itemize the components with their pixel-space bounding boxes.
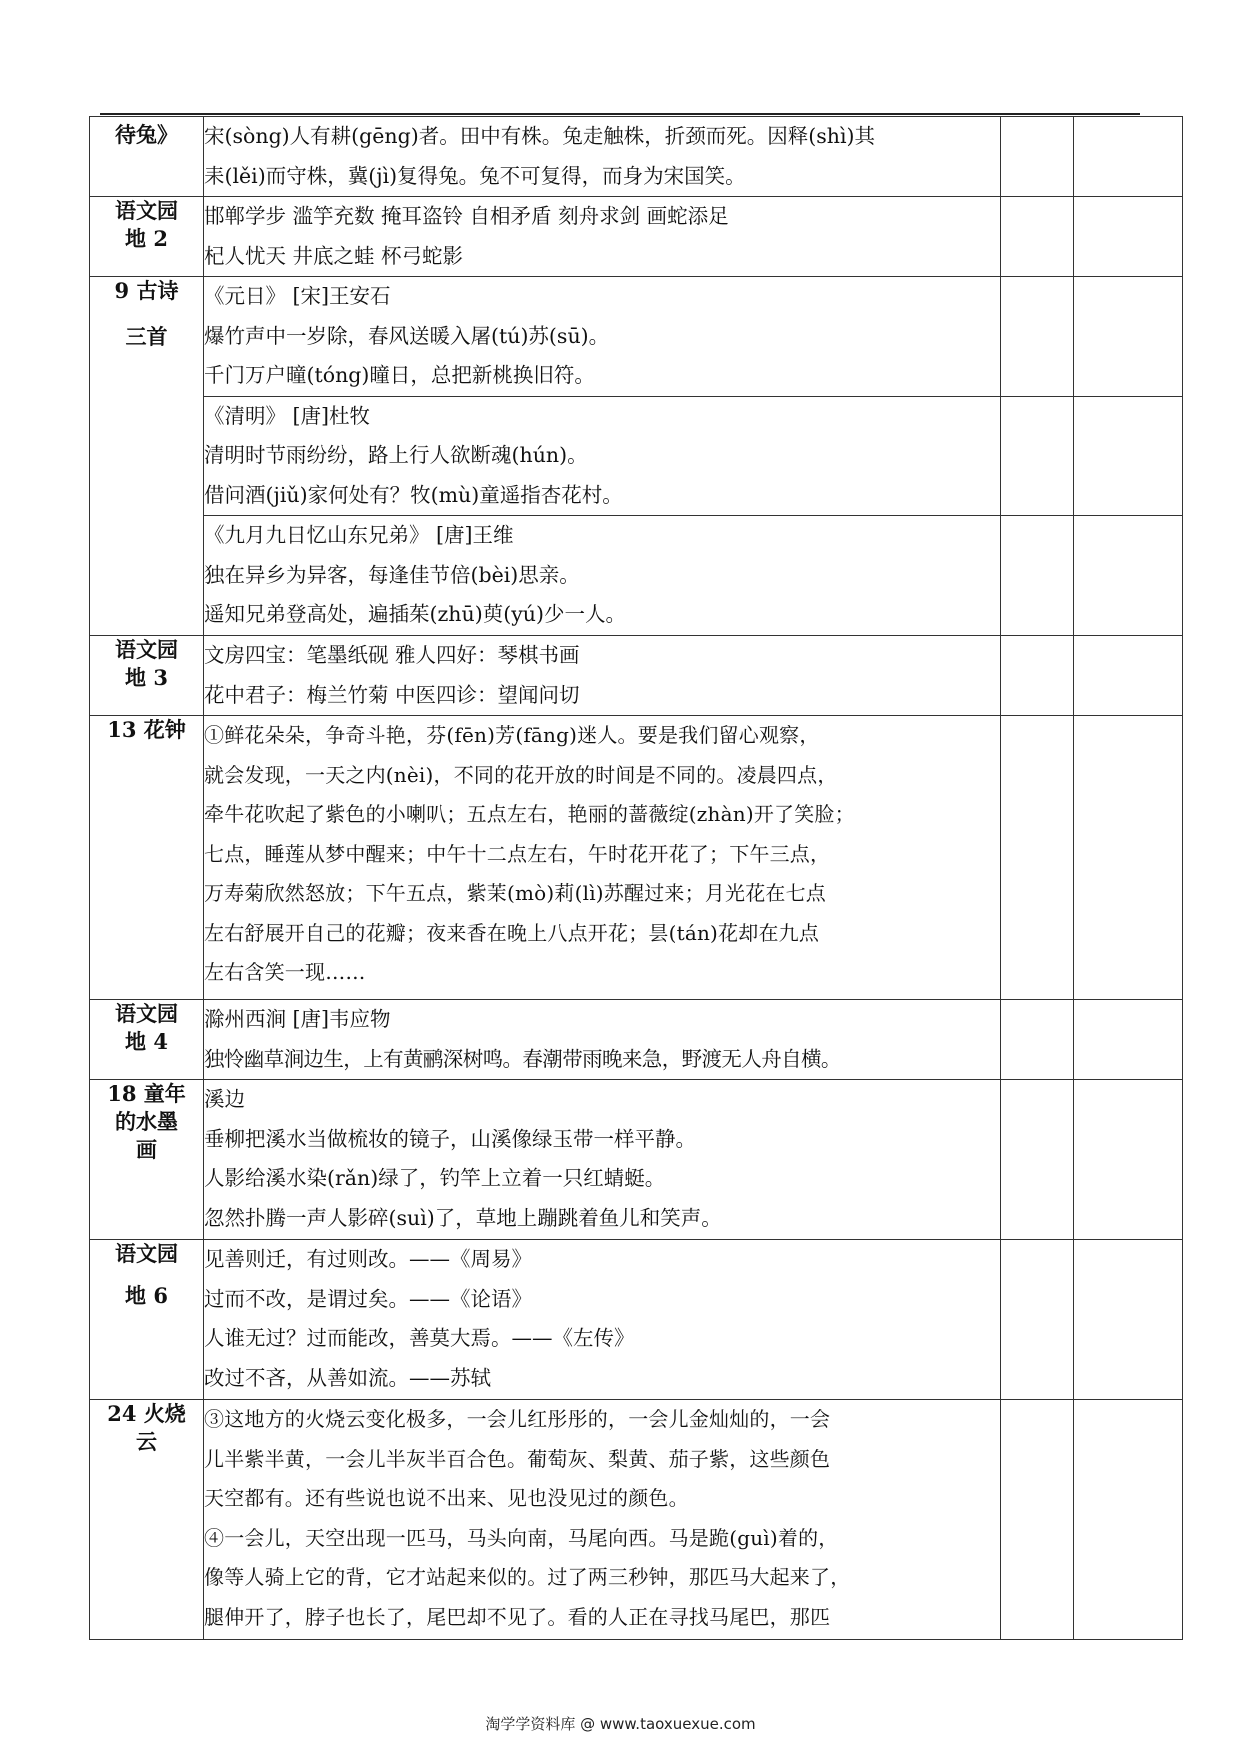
poem-title: 《元日》 [宋]王安石: [204, 284, 391, 308]
table-row: [90, 1240, 1183, 1400]
text-line: 滁州西涧 [唐]韦应物: [204, 1007, 391, 1031]
content-cell: [204, 1240, 1001, 1400]
lesson-title: 云: [136, 1429, 157, 1454]
text-line: 人影给溪水染(rǎn)绿了，钓竿上立着一只红蜻蜓。: [204, 1166, 666, 1190]
content-cell: [204, 1400, 1001, 1640]
poem-title: 《九月九日忆山东兄弟》 [唐]王维: [204, 523, 514, 547]
text-line: 千门万户曈(tóng)曈日，总把新桃换旧符。: [204, 363, 595, 387]
lesson-title: 24 火烧: [107, 1401, 186, 1426]
text-line: 独在异乡为异客，每逢佳节倍(bèi)思亲。: [204, 562, 580, 587]
top-rule: [100, 113, 1140, 115]
check-cell: [1001, 716, 1074, 1000]
table-row: [90, 277, 1183, 397]
check-cell: [1074, 117, 1183, 197]
text-line: 忽然扑腾一声人影碎(suì)了，草地上蹦跳着鱼儿和笑声。: [204, 1205, 722, 1230]
table-row: [90, 716, 1183, 1000]
poem-cell: [204, 516, 1001, 636]
lesson-title: 语文园: [115, 1241, 178, 1266]
check-cell: [1074, 1240, 1183, 1400]
lesson-title: 语文园: [115, 198, 178, 223]
text-line: 清明时节雨纷纷，路上行人欲断魂(hún)。: [204, 443, 588, 467]
lesson-title: 地 2: [125, 226, 168, 251]
table-row: [90, 1400, 1183, 1640]
check-cell: [1001, 1000, 1074, 1080]
text-line: 遥知兄弟登高处，遍插茱(zhū)萸(yú)少一人。: [204, 602, 626, 626]
text-line: 花中君子：梅兰竹菊 中医四诊：望闻问切: [204, 682, 580, 707]
text-line: 牵牛花吹起了紫色的小喇叭；五点左右，艳丽的蔷薇绽(zhàn)开了笑脸；: [204, 802, 855, 826]
table-row: [90, 396, 1183, 516]
lesson-cell: [90, 117, 204, 197]
content-cell: [204, 636, 1001, 716]
check-cell: [1001, 516, 1074, 636]
text-line: 过而不改，是谓过矣。——《论语》: [204, 1286, 532, 1311]
poem-title: 《清明》 [唐]杜牧: [204, 403, 371, 428]
lesson-cell: [90, 636, 204, 716]
text-line: 人谁无过？过而能改，善莫大焉。——《左传》: [204, 1326, 635, 1350]
lesson-title: 三首: [125, 324, 168, 349]
text-line: 耒(lěi)而守株，冀(jì)复得兔。兔不可复得，而身为宋国笑。: [204, 163, 746, 188]
text-line: 文房四宝：笔墨纸砚 雅人四好：琴棋书画: [204, 643, 580, 667]
lesson-cell: [90, 1400, 204, 1640]
text-line: ④一会儿，天空出现一匹马，马头向南，马尾向西。马是跪(guì)着的，: [204, 1525, 839, 1550]
content-cell: [204, 117, 1001, 197]
text-line: 左右舒展开自己的花瓣；夜来香在晚上八点开花；昙(tán)花却在九点: [204, 920, 820, 945]
check-cell: [1074, 1400, 1183, 1640]
poem-cell: [204, 277, 1001, 397]
check-cell: [1001, 1400, 1074, 1640]
lesson-title: 地 6: [125, 1283, 168, 1308]
lesson-title: 语文园: [115, 637, 178, 662]
check-cell: [1001, 636, 1074, 716]
check-cell: [1001, 117, 1074, 197]
lesson-cell: [90, 197, 204, 277]
page-footer: 淘学学资料库 @ www.taoxuexue.com: [485, 1715, 756, 1733]
text-line: 溪边: [204, 1087, 245, 1111]
lesson-title: 语文园: [115, 1001, 178, 1026]
lesson-title: 13 花钟: [107, 717, 186, 742]
table-row: [90, 636, 1183, 716]
check-cell: [1001, 197, 1074, 277]
text-line: 左右含笑一现……: [204, 960, 366, 984]
text-line: 七点，睡莲从梦中醒来；中午十二点左右，午时花开花了；下午三点，: [204, 841, 831, 866]
text-line: 独怜幽草涧边生，上有黄鹂深树鸣。春潮带雨晚来急，野渡无人舟自横。: [204, 1046, 841, 1071]
lesson-title: 地 4: [125, 1029, 168, 1054]
text-line: 腿伸开了，脖子也长了，尾巴却不见了。看的人正在寻找马尾巴，那匹: [204, 1604, 831, 1629]
text-line: 天空都有。还有些说也说不出来、见也没见过的颜色。: [204, 1486, 689, 1510]
lesson-title: 待兔》: [115, 122, 178, 147]
check-cell: [1074, 716, 1183, 1000]
check-cell: [1001, 277, 1074, 397]
text-line: ③这地方的火烧云变化极多，一会儿红彤彤的，一会儿金灿灿的，一会: [204, 1407, 831, 1431]
text-line: 借问酒(jiǔ)家何处有？牧(mù)童遥指杏花村。: [204, 482, 623, 507]
lesson-title: 18 童年: [107, 1081, 186, 1106]
check-cell: [1074, 1080, 1183, 1240]
text-line: 就会发现，一天之内(nèi)，不同的花开放的时间是不同的。凌晨四点，: [204, 762, 838, 787]
text-line: 宋(sòng)人有耕(gēng)者。田中有株。兔走触株，折颈而死。因释(shì)其: [204, 124, 876, 148]
check-cell: [1074, 516, 1183, 636]
lesson-cell: [90, 277, 204, 636]
table-row: [90, 117, 1183, 197]
text-line: 垂柳把溪水当做梳妆的镜子，山溪像绿玉带一样平静。: [204, 1126, 696, 1151]
lesson-cell: [90, 716, 204, 1000]
recitation-table: [89, 116, 1183, 1640]
content-cell: [204, 716, 1001, 1000]
text-line: 见善则迁，有过则改。——《周易》: [204, 1247, 532, 1271]
lesson-cell: [90, 1080, 204, 1240]
lesson-cell: [90, 1000, 204, 1080]
check-cell: [1001, 1080, 1074, 1240]
content-cell: [204, 1000, 1001, 1080]
check-cell: [1074, 636, 1183, 716]
content-cell: [204, 197, 1001, 277]
table-row: [90, 1000, 1183, 1080]
text-line: ①鲜花朵朵，争奇斗艳，芬(fēn)芳(fāng)迷人。要是我们留心观察，: [204, 723, 820, 747]
poem-cell: [204, 396, 1001, 516]
table-row: [90, 197, 1183, 277]
check-cell: [1074, 1000, 1183, 1080]
check-cell: [1074, 396, 1183, 516]
lesson-title: 的水墨: [115, 1109, 178, 1134]
check-cell: [1001, 396, 1074, 516]
text-line: 儿半紫半黄，一会儿半灰半百合色。葡萄灰、梨黄、茄子紫，这些颜色: [204, 1446, 831, 1471]
text-line: 杞人忧天 井底之蛙 杯弓蛇影: [204, 243, 464, 268]
lesson-title: 画: [136, 1137, 157, 1162]
check-cell: [1001, 1240, 1074, 1400]
table-row: [90, 1080, 1183, 1240]
check-cell: [1074, 277, 1183, 397]
text-line: 万寿菊欣然怒放；下午五点，紫茉(mò)莉(lì)苏醒过来；月光花在七点: [204, 881, 827, 905]
table-row: [90, 516, 1183, 636]
lesson-title: 地 3: [125, 665, 168, 690]
text-line: 改过不吝，从善如流。——苏轼: [204, 1365, 491, 1390]
lesson-title: 9 古诗: [114, 278, 179, 303]
content-cell: [204, 1080, 1001, 1240]
text-line: 邯郸学步 滥竽充数 掩耳盗铃 自相矛盾 刻舟求剑 画蛇添足: [204, 204, 729, 228]
text-line: 像等人骑上它的背，它才站起来似的。过了两三秒钟，那匹马大起来了，: [204, 1565, 851, 1589]
check-cell: [1074, 197, 1183, 277]
lesson-cell: [90, 1240, 204, 1400]
text-line: 爆竹声中一岁除，春风送暖入屠(tú)苏(sū)。: [204, 323, 610, 348]
